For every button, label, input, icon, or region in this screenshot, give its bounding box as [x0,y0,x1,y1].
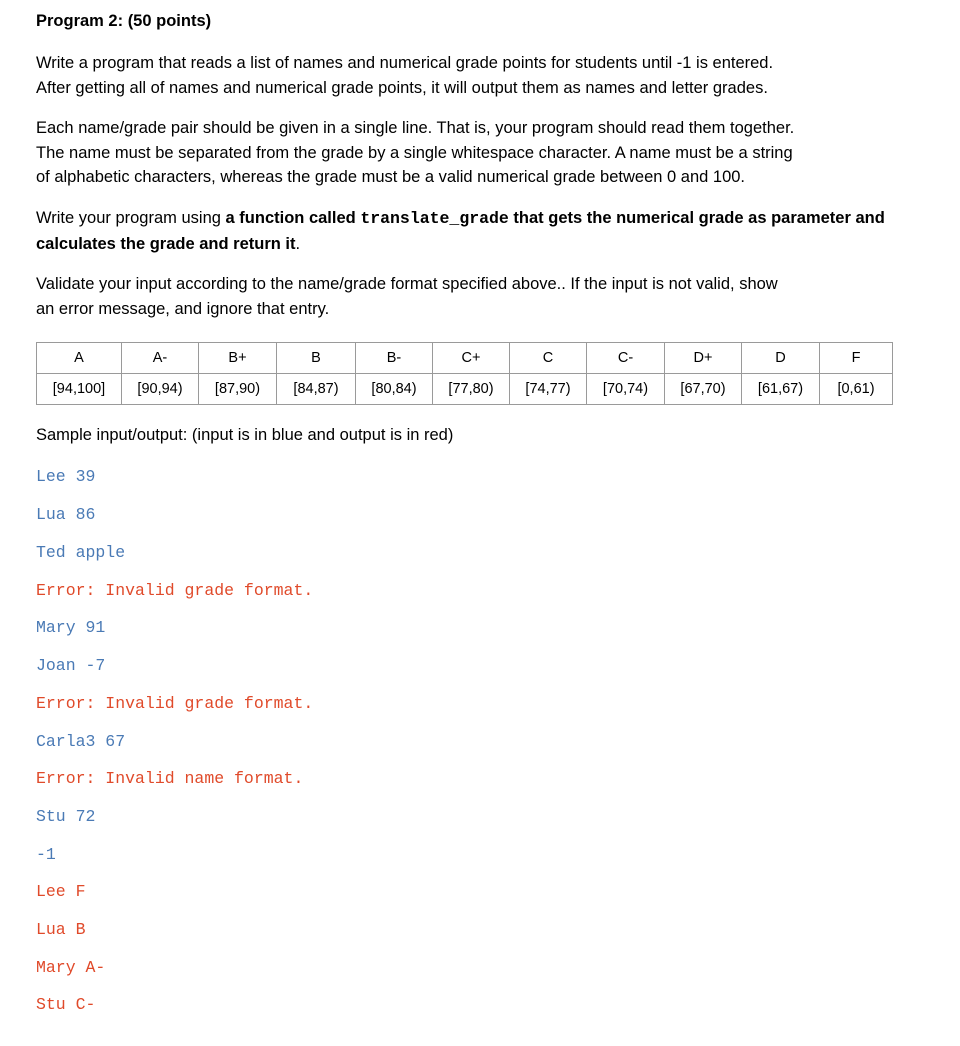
grade-range-cell: [77,80) [433,374,510,405]
grade-letter-cell: B- [356,343,433,374]
grade-range-cell: [80,84) [356,374,433,405]
grade-letter-cell: C+ [433,343,510,374]
paragraph-line: Validate your input according to the name/grade format specified above.. If the input is not valid, show [36,275,778,293]
grade-table [36,342,893,405]
grade-letter-cell: C- [587,343,665,374]
program-title: Program 2: (50 points) [36,12,212,30]
grade-letter-cell: A [37,343,122,374]
function-text-bold: a function called [225,209,361,227]
paragraph-line: After getting all of names and numerical grade points, it will output them as names and letter grades. [36,78,768,97]
grade-ranges-row [37,374,893,405]
paragraph-line: The name must be separated from the grade by a single whitespace character. A name must be a string [36,143,793,162]
grade-letter-cell: B [277,343,356,374]
grade-letter-cell: D [742,343,820,374]
sample-output-line: Mary A- [36,958,106,977]
grade-range-cell: [87,90) [199,374,277,405]
sample-input-line: Carla3 67 [36,732,126,751]
grade-range-cell: [94,100] [37,374,122,405]
sample-output-line: Error: Invalid grade format. [36,581,314,600]
grade-range-cell: [61,67) [742,374,820,405]
sample-input-line: Ted apple [36,543,126,562]
function-text-bold-rest: that gets the numerical grade as parameter and calculates the grade and return it [36,209,885,253]
sample-input-line: Joan -7 [36,656,106,675]
paragraph-line: Write a program that reads a list of names and numerical grade points for students until -1 is entered. [36,54,774,72]
grade-letter-cell: C [510,343,587,374]
paragraph-function [36,206,906,256]
function-text-prefix: Write your program using [36,209,226,227]
sample-input-line: Lee 39 [36,467,96,486]
paragraph-intro [36,51,906,100]
paragraph-line: an error message, and ignore that entry. [36,299,330,318]
grade-letter-cell: F [820,343,893,374]
paragraph-line: Each name/grade pair should be given in a single line. That is, your program should read them together. [36,119,795,137]
grade-letters-row [37,343,893,374]
grade-range-cell: [74,77) [510,374,587,405]
grade-range-cell: [90,94) [122,374,199,405]
grade-letter-cell: B+ [199,343,277,374]
sample-input-line: Lua 86 [36,505,96,524]
sample-output-line: Lua B [36,920,86,939]
grade-range-cell: [70,74) [587,374,665,405]
sample-output-line: Error: Invalid grade format. [36,694,314,713]
paragraph-format [36,116,906,190]
grade-range-cell: [67,70) [665,374,742,405]
grade-letter-cell: A- [122,343,199,374]
sample-output-line: Lee F [36,882,86,901]
function-name-code: translate_grade [360,209,509,228]
grade-letter-cell: D+ [665,343,742,374]
function-text-suffix: . [295,234,301,253]
sample-io-label: Sample input/output: (input is in blue and output is in red) [36,426,454,444]
paragraph-validate [36,272,906,321]
sample-input-line: -1 [36,845,56,864]
sample-output-line: Error: Invalid name format. [36,769,304,788]
sample-output-line: Stu C- [36,995,96,1014]
grade-range-cell: [0,61) [820,374,893,405]
sample-input-line: Mary 91 [36,618,106,637]
paragraph-line: of alphabetic characters, whereas the grade must be a valid numerical grade between 0 and 100. [36,168,746,186]
grade-range-cell: [84,87) [277,374,356,405]
sample-input-line: Stu 72 [36,807,96,826]
